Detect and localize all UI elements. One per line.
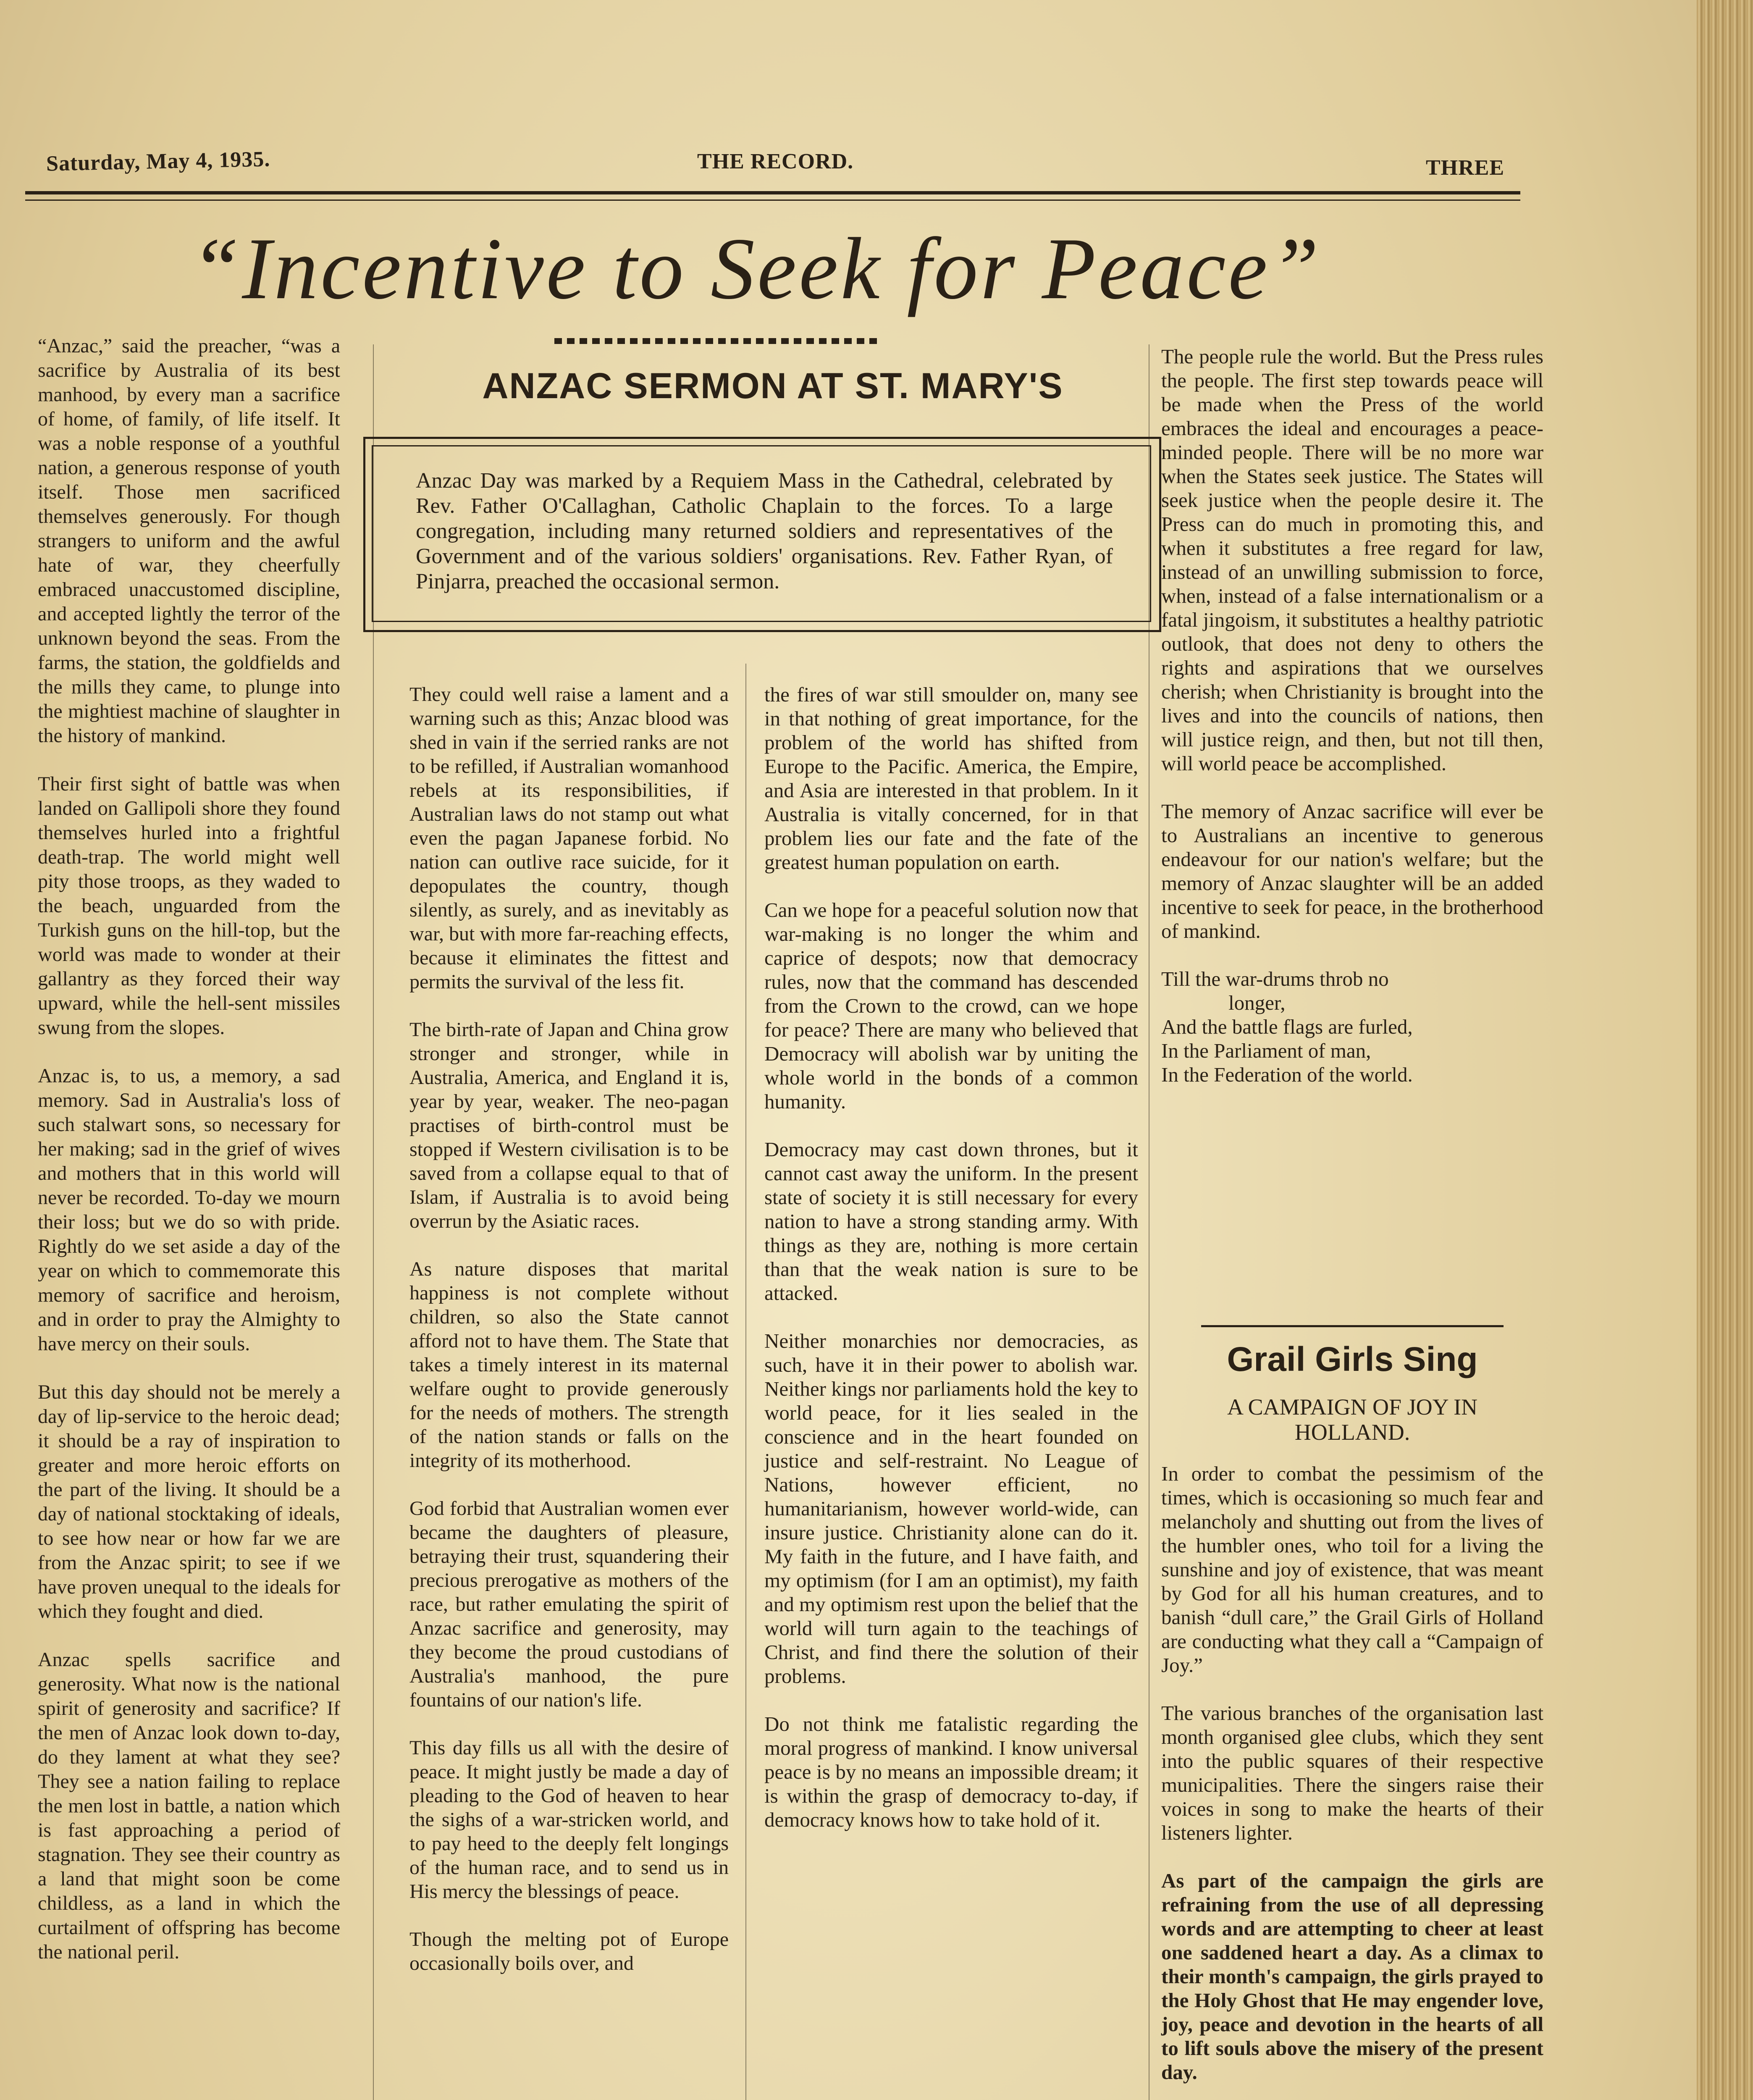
col2-paragraph: This day fills us all with the desire of peace. It might justly be made a day of pleading to the God of heaven to hear the sighs of a war-stricken world, and to pay heed to the deeply felt longings of the human race, and to send us in His mercy the blessings of peace. [409, 1737, 729, 1903]
col1-paragraph: “Anzac,” said the preacher, “was a sacrifice by Australia of its best manhood, by every man a sacrifice of home, of family, of life itself. It was a noble response of a youthful nation, a generous response of youth itself. Those men sacrificed themselves generously. For though strangers to uniform and the awful hate of war, they cheerfully embraced unaccustomed discipline, and accepted lightly the terror of the unknown beyond the seas. From the farms, the station, the goldfields and the mills they came, to plunge into the mightiest machine of slaughter in the history of mankind. [38, 335, 340, 747]
col3-paragraph: Democracy may cast down thrones, but it cannot cast away the uniform. In the present state of society it is still necessary for every nation to have a strong standing army. With things as they are, nothing is more certain than that the weak nation is sure to be attacked. [764, 1138, 1138, 1305]
sermon-intro: Anzac Day was marked by a Requiem Mass in the Cathedral, celebrated by Rev. Father O'Callaghan, Catholic Chaplain to the forces. To a large congregation, including many returned soldiers and representatives of the Government and of the various soldiers' organisations. Rev. Father Ryan, of Pinjarra, preached the occasional sermon. [416, 469, 1113, 593]
column-4 [1161, 344, 1543, 1087]
section-divider [1201, 1325, 1504, 1327]
column-3 [764, 682, 1138, 1856]
col3-paragraph: Neither monarchies nor democracies, as such, have it in their power to abolish war. Neither kings nor parliaments hold the key to world peace, for it lies sealed in the conscience and in the heart founded on justice and self-restraint. No League of Nations, however efficient, no humanitarianism, however world-wide, can insure justice. Christianity alone can do it. My faith in the future, and I have faith, and my optimism (for I am an optimist), my faith and my optimism rest upon the belief that the world will turn again to the teachings of Christ, and find there the solution of their problems. [764, 1329, 1138, 1688]
col3-paragraph: the fires of war still smoulder on, many see in that nothing of great importance, for the problem of the world has shifted from Europe to the Pacific. America, the Empire, and Asia are interested in that problem. In it Australia is vitally concerned, for in that problem lies our fate and the fate of the greatest human population on earth. [764, 683, 1138, 874]
col3-paragraph: Do not think me fatalistic regarding the moral progress of mankind. I know universal peace is by no means an impossible dream; it is within the grasp of democracy to-day, if democracy knows how to take hold of it. [764, 1712, 1138, 1831]
col3-paragraph: Can we hope for a peaceful solution now that war-making is no longer the whim and caprice of despots; now that democracy rules, now that the command has descended from the Crown to the crowd, can we hope for peace? There are many who believed that Democracy will abolish war by uniting the whole world in the bonds of a common humanity. [764, 898, 1138, 1113]
grail-subhead: A CAMPAIGN OF JOY IN HOLLAND. [1227, 1394, 1478, 1445]
sermon-headline: ANZAC SERMON AT ST. MARY'S [482, 366, 1063, 406]
col4-paragraph: The memory of Anzac sacrifice will ever be to Australians an incentive to generous endeavour for our nation's welfare; but the memory of Anzac slaughter will be an added incentive to seek for peace, in the brotherhood of mankind. [1161, 800, 1543, 942]
page-title: “Incentive to Seek for Peace” [190, 220, 1322, 318]
col2-paragraph: Though the melting pot of Europe occasionally boils over, and [409, 1928, 729, 1974]
header-rule [25, 191, 1520, 194]
header-rule-thin [25, 200, 1520, 201]
bound-volume-spine [1697, 0, 1753, 2100]
col1-paragraph: Their first sight of battle was when landed on Gallipoli shore they found themselves hurled into a frightful death-trap. The world might well pity those troops, as they waded to the beach, unguarded from the Turkish guns on the hill-top, but the world was made to wonder at their gallantry as they forced their way upward, while the hell-sent missiles swung from the slopes. [38, 773, 340, 1039]
poem-line: Till the war-drums throb no [1161, 967, 1389, 990]
col1-paragraph: Anzac spells sacrifice and generosity. What now is the national spirit of generosity and sacrifice? If the men of Anzac look down to-day, do they lament at what they see? They see a nation failing to replace the men lost in battle, a nation which is fast approaching a period of stagnation. They see their country as a land that might soon be come childless, as a land in which the curtailment of offspring has become the national peril. [38, 1648, 340, 1963]
issue-date: Saturday, May 4, 1935. [46, 147, 270, 176]
grail-headline: Grail Girls Sing [1227, 1340, 1478, 1378]
col2-paragraph: As nature disposes that marital happiness is not complete without children, so also the State cannot afford not to have them. The State that takes a timely interest in its maternal welfare ought to provide generously for the needs of mothers. The strength of the nation stands or falls on the integrity of its motherhood. [409, 1258, 729, 1472]
col4-paragraph: The people rule the world. But the Press rules the people. The first step towards peace will be made when the Press of the world embraces the ideal and encourages a peace-minded people. There will be no more war when the States seek justice. The States will seek justice when the people desire it. The Press can do much in promoting this, and when it substitutes a free regard for law, instead of an unwilling submission to force, when, instead of a false internationalism or a fatal jingoism, it substitutes a healthy patriotic outlook, that does not deny to others the rights and aspirations that we ourselves cherish; when Christianity is brought into the lives and into the councils of nations, then will justice reign, and then, but not till then, will world peace be accomplished. [1161, 345, 1543, 775]
col1-paragraph: But this day should not be merely a day of lip-service to the heroic dead; it should be a ray of inspiration to greater and more heroic efforts on the part of the living. It should be a day of national stocktaking of ideals, to see how near or how far we are from the Anzac spirit; to see if we have proven unequal to the ideals for which they fought and died. [38, 1381, 340, 1622]
poem [1161, 967, 1543, 1087]
column-rule [373, 344, 374, 2100]
poem-line: In the Federation of the world. [1161, 1063, 1413, 1086]
poem-line: And the battle flags are furled, [1161, 1015, 1413, 1038]
grail-paragraph: In order to combat the pessimism of the times, which is occasioning so much fear and melancholy and shutting out from the lives of the humbler ones, who toil for a living the sunshine and joy of existence, that was meant by God for all his human creatures, and to banish “dull care,” the Grail Girls of Holland are conducting what they call a “Campaign of Joy.” [1161, 1462, 1543, 1677]
col2-paragraph: They could well raise a lament and a warning such as this; Anzac blood was shed in vain if the serried ranks are not to be refilled, if Australian womanhood rebels at its responsibilities, if Australian laws do not stamp out what even the pagan Japanese forbid. No nation can outlive race suicide, for it depopulates the country, though silently, as surely, and as inevitably as war, but with more far-reaching effects, because it eliminates the fittest and permits the survival of the less fit. [409, 683, 729, 993]
grail-article [1161, 1462, 1543, 2100]
poem-line: longer, [1228, 991, 1286, 1014]
grail-paragraph: The various branches of the organisation last month organised glee clubs, which they sent into the public squares of their respective municipalities. There the singers raise their voices in song to make the hearts of their listeners lighter. [1161, 1701, 1543, 1844]
col2-paragraph: God forbid that Australian women ever became the daughters of pleasure, betraying their trust, squandering their precious prerogative as mothers of the race, but rather emulating the spirit of Anzac sacrifice and generosity, may they become the proud custodians of Australia's manhood, the pure fountains of our nation's life. [409, 1497, 729, 1711]
col1-paragraph: Anzac is, to us, a memory, a sad memory. Sad in Australia's loss of such stalwart sons, so necessary for her making; sad in the grief of wives and mothers that in this world will never be recorded. To-day we mourn their loss; but we do so with pride. Rightly do we set aside a day of the year on which to commemorate this memory of sacrifice and heroism, and in order to pray the Almighty to have mercy on their souls. [38, 1065, 340, 1355]
column-2 [409, 682, 729, 1999]
page-number: THREE [1426, 156, 1505, 180]
col2-paragraph: The birth-rate of Japan and China grow stronger and stronger, while in Australia, America, and England it is, year by year, weaker. The neo-pagan practises of birth-control must be stopped if Western civilisation is to be saved from a collapse equal to that of Islam, if Australia is to avoid being overrun by the Asiatic races. [409, 1018, 729, 1232]
column-rule [745, 664, 746, 2100]
column-1 [38, 334, 340, 1988]
title-ornament [554, 338, 882, 344]
poem-line: In the Parliament of man, [1161, 1039, 1371, 1062]
paper-name: THE RECORD. [697, 150, 854, 173]
grail-paragraph: As part of the campaign the girls are refraining from the use of all depressing words and are attempting to cheer at least one saddened heart a day. As a climax to their month's campaign, the girls prayed to the Holy Ghost that He may engender love, joy, peace and devotion in the hearts of all to lift souls above the misery of the present day. [1161, 1869, 1543, 2084]
